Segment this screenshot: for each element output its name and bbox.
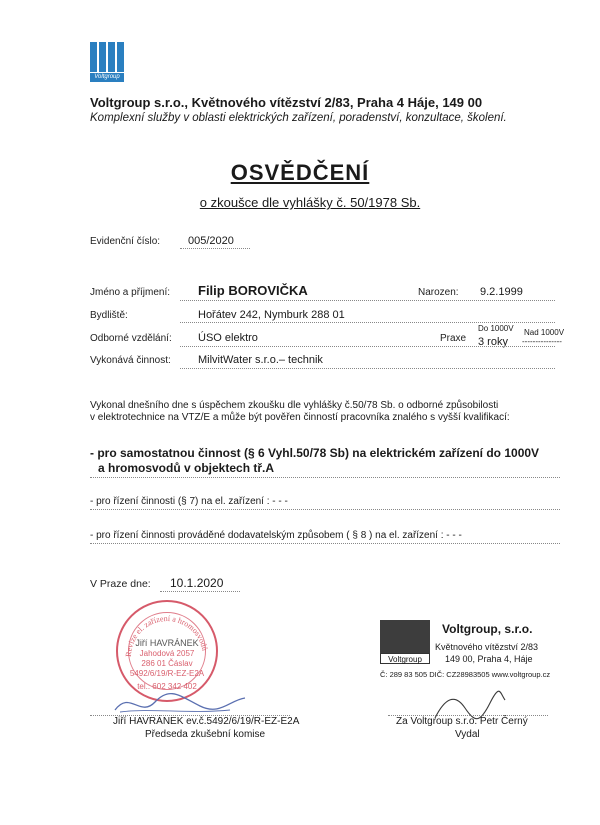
examiner-signature [110,688,250,718]
examiner-stamp [116,600,218,702]
issuer-role: Vydal [455,729,480,740]
vzdelani-value: ÚSO elektro [198,332,258,344]
company-stamp-name: Voltgroup, s.r.o. [442,622,533,636]
statement-line-1: Vykonal dnešního dne s úspěchem zkoušku dle vyhlášky č.50/78 Sb. o odborné způsobilosti [90,400,499,411]
evidencni-label: Evidenční číslo: [90,236,161,247]
examiner-name: Jiří HAVRÁNEK ev.č.5492/6/19/R-EZ-E2A [113,716,300,727]
praxe-do-value: 3 roky [478,336,508,348]
qualification-item-2: - pro řízení činnosti (§ 7) na el. zařízení : - - - [90,496,288,507]
stamp-city: 286 01 Čáslav [141,659,193,668]
stamp-name: Jiří HAVRÁNEK [135,638,199,648]
company-stamp-logo [380,620,430,664]
vzdelani-label: Odborné vzdělání: [90,333,172,344]
praxe-do-label: Do 1000V [478,324,514,333]
cinnost-value: MilvitWater s.r.o.– technik [198,354,323,366]
issuer-name: Za Voltgroup s.r.o. Petr Černý [396,716,528,727]
praxe-label: Praxe [440,333,467,344]
cinnost-label: Vykonává činnost: [90,355,171,366]
logo-text: Voltgroup [90,73,124,82]
qualification-item-1-line-2: a hromosvodů v objektech tř.A [98,461,275,475]
jmeno-label: Jméno a příjmení: [90,287,171,298]
narozen-value: 9.2.1999 [480,286,523,298]
narozen-label: Narozen: [418,287,459,298]
item-3-underline [90,543,560,544]
bydliste-underline [180,322,555,323]
statement-line-2: v elektrotechnice na VTZ/E a může být pověřen činností pracovníka znalého s vyšší kvalifikací: [90,412,510,423]
item-1-underline [90,477,560,478]
jmeno-value: Filip BOROVIČKA [198,283,308,298]
evidencni-underline [180,248,250,249]
bydliste-value: Hořátev 242, Nymburk 288 01 [198,309,345,321]
date-label: V Praze dne: [90,578,151,590]
svg-text:Revize el. zařízení a hromosvo: Revize el. zařízení a hromosvodů [123,613,210,658]
qualification-item-3: - pro řízení činnosti prováděné dodavatelským způsobem ( § 8 ) na el. zařízení : - - - [90,530,462,541]
cinnost-underline [180,368,555,369]
praxe-nad-value: --------------- [522,337,562,346]
qualification-item-1-line-1: - pro samostatnou činnost (§ 6 Vyhl.50/78 Sb) na elektrickém zařízení do 1000V [90,446,540,460]
date-underline [160,591,240,592]
vzdelani-underline [180,346,555,347]
stamp-street: Jahodová 2057 [139,649,195,658]
evidencni-value: 005/2020 [188,235,234,247]
company-stamp-address-1: Květnového vítězství 2/83 [435,642,539,652]
jmeno-underline [180,300,555,301]
examiner-role: Předseda zkušební komise [145,729,266,740]
stamp-number: 5492/6/19/R-EZ-E2A [129,669,205,678]
company-stamp-logo-text: Voltgroup [380,653,430,664]
company-header: Voltgroup s.r.o., Květnového vítězství 2/83, Praha 4 Háje, 149 00 [90,95,483,110]
document-subtitle: o zkoušce dle vyhlášky č. 50/1978 Sb. [199,195,421,210]
voltgroup-logo [90,42,124,82]
stamp-phone: tel.: 602 342 402 [137,682,197,691]
document-title: OSVĚDČENÍ [230,160,370,185]
praxe-nad-label: Nad 1000V [524,328,565,337]
item-2-underline [90,509,560,510]
company-stamp-contact: Č: 289 83 505 DIČ: CZ28983505 www.voltgroup.cz [380,670,551,679]
bydliste-label: Bydliště: [90,310,128,321]
company-stamp-address-2: 149 00, Praha 4, Háje [445,654,533,664]
date-value: 10.1.2020 [170,576,224,590]
company-tagline: Komplexní služby v oblasti elektrických zařízení, poradenství, konzultace, školení. [90,112,507,124]
